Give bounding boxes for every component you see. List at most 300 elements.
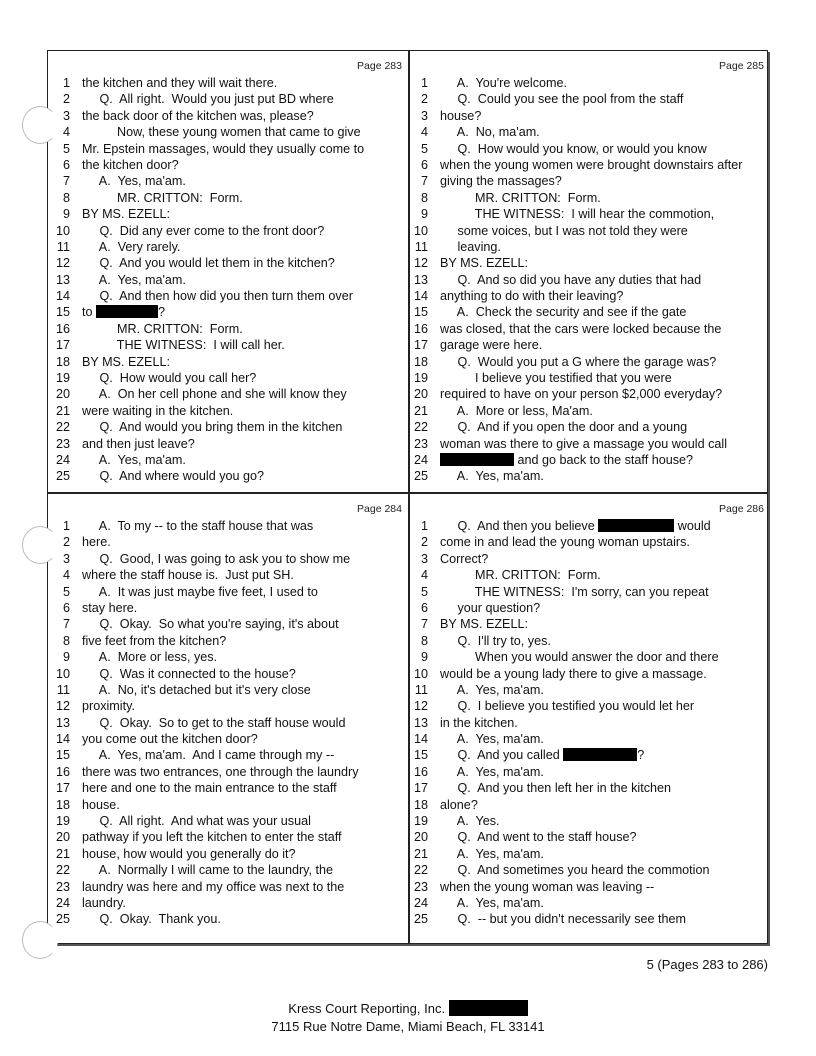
- line-text: [440, 321, 721, 337]
- transcript-line: [410, 452, 768, 468]
- transcript-line: [410, 141, 768, 157]
- line-number: 23: [413, 436, 428, 451]
- line-text: [82, 534, 111, 550]
- line-text: [82, 600, 137, 616]
- line-text: [440, 304, 686, 320]
- text-segment: A. Yes, ma'am.: [82, 272, 186, 287]
- line-text: [82, 846, 296, 862]
- line-text: [440, 534, 690, 550]
- line-text: [82, 551, 350, 567]
- punch-hole-mark: [22, 921, 58, 959]
- line-number: 20: [55, 830, 70, 845]
- text-segment: Mr. Epstein massages, would they usually come to: [82, 141, 365, 156]
- transcript-line: [410, 715, 768, 731]
- transcript-line: [48, 239, 406, 255]
- text-segment: there was two entrances, one through the laundry: [82, 764, 359, 779]
- text-segment: Q. Did any ever come to the front door?: [82, 223, 325, 238]
- transcript-line: [410, 190, 768, 206]
- line-number: 1: [62, 76, 70, 90]
- text-segment: THE WITNESS: I will hear the commotion,: [440, 207, 715, 222]
- text-segment: A. More or less, yes.: [82, 650, 218, 665]
- transcript-line: [410, 846, 768, 862]
- transcript-line: [48, 337, 406, 353]
- line-text: [82, 419, 342, 435]
- line-text: [82, 141, 364, 157]
- line-number: 16: [55, 321, 70, 336]
- line-text: [82, 911, 221, 927]
- transcript-line: [410, 272, 768, 288]
- transcript-line: [48, 633, 406, 649]
- transcript-line: [410, 255, 768, 271]
- line-number: 7: [62, 617, 70, 632]
- line-number: 17: [55, 338, 70, 353]
- line-number: 14: [413, 732, 428, 747]
- line-text: [82, 616, 339, 632]
- redaction-box: [563, 748, 637, 761]
- text-segment: when the young woman was leaving --: [440, 879, 655, 894]
- text-segment: A. Very rarely.: [82, 239, 181, 254]
- line-number: 24: [413, 452, 428, 467]
- transcript-line: [410, 534, 768, 550]
- line-number: 12: [55, 256, 70, 271]
- line-number: 12: [55, 699, 70, 714]
- transcript-line: [48, 895, 406, 911]
- transcript-line: [410, 75, 768, 91]
- transcript-line: [410, 551, 768, 567]
- text-segment: Q. Okay. So what you're saying, it's about: [82, 617, 339, 632]
- line-text: [440, 879, 654, 895]
- text-segment: were waiting in the kitchen.: [82, 403, 234, 418]
- line-text: [440, 386, 722, 402]
- text-segment: garage were here.: [440, 338, 543, 353]
- line-number: 4: [420, 125, 428, 140]
- text-segment: Q. Good, I was going to ask you to show me: [82, 551, 351, 566]
- line-number: 11: [414, 682, 428, 697]
- transcript-line: [48, 780, 406, 796]
- transcript-line: [48, 157, 406, 173]
- transcript-line: [48, 370, 406, 386]
- line-number: 13: [55, 715, 70, 730]
- text-segment: Q. And would you bring them in the kitchen: [82, 420, 343, 435]
- transcript-line: [410, 124, 768, 140]
- page-number-label: Page 283: [357, 60, 402, 72]
- transcript-line: [410, 616, 768, 632]
- text-segment: A. To my -- to the staff house that was: [82, 519, 314, 533]
- line-number: 9: [62, 207, 70, 222]
- transcript-line: [48, 206, 406, 222]
- line-text: [440, 255, 528, 271]
- line-number: 1: [62, 519, 70, 533]
- transcript-line: [410, 567, 768, 583]
- line-text: [82, 223, 324, 239]
- line-text: [440, 452, 693, 468]
- line-number: 11: [56, 682, 70, 697]
- line-text: [82, 780, 337, 796]
- page-number-label: Page 285: [719, 60, 764, 72]
- text-segment: A. No, ma'am.: [440, 125, 540, 140]
- line-text: [440, 829, 637, 845]
- line-number: 25: [413, 469, 428, 484]
- transcript-line: [48, 649, 406, 665]
- transcript-line: [410, 829, 768, 845]
- text-segment: leaving.: [440, 239, 501, 254]
- text-segment: Q. How would you call her?: [82, 371, 257, 386]
- line-text: [440, 551, 488, 567]
- text-segment: THE WITNESS: I'm sorry, can you repeat: [440, 584, 709, 599]
- line-text: [440, 173, 562, 189]
- transcript-line: [48, 731, 406, 747]
- line-text: [82, 633, 226, 649]
- text-segment: A. You're welcome.: [440, 76, 568, 90]
- transcript-line: [48, 288, 406, 304]
- line-number: 11: [414, 239, 428, 254]
- line-text: [82, 239, 180, 255]
- line-number: 3: [420, 551, 428, 566]
- transcript-line: [48, 386, 406, 402]
- transcript-line: [48, 91, 406, 107]
- line-number: 2: [62, 535, 70, 550]
- line-text: [440, 715, 518, 731]
- line-number: 17: [413, 781, 428, 796]
- transcript-line: [410, 337, 768, 353]
- line-number: 13: [413, 715, 428, 730]
- text-segment: MR. CRITTON: Form.: [440, 568, 601, 583]
- line-text: [82, 698, 135, 714]
- line-number: 9: [420, 650, 428, 665]
- line-text: [82, 862, 333, 878]
- line-text: [82, 879, 344, 895]
- transcript-line: [48, 747, 406, 763]
- line-number: 10: [413, 666, 428, 681]
- line-text: [440, 223, 688, 239]
- line-text: [440, 157, 742, 173]
- line-text: [82, 682, 311, 698]
- line-text: [82, 567, 294, 583]
- line-text: [440, 108, 481, 124]
- line-text: [82, 436, 195, 452]
- transcript-page: [48, 494, 406, 934]
- line-number: 20: [413, 387, 428, 402]
- line-text: [440, 666, 707, 682]
- transcript-line: [410, 731, 768, 747]
- text-segment: Q. All right. Would you just put BD where: [82, 92, 334, 107]
- text-segment: Q. -- but you didn't necessarily see them: [440, 912, 686, 927]
- line-text: [440, 272, 701, 288]
- transcript-line: [48, 879, 406, 895]
- transcript-sheet: [47, 50, 768, 944]
- line-number: 22: [413, 420, 428, 435]
- line-number: 8: [420, 190, 428, 205]
- transcript-line: [410, 813, 768, 829]
- transcript-line: [410, 764, 768, 780]
- line-text: [440, 567, 601, 583]
- transcript-line: [410, 386, 768, 402]
- line-text: [82, 813, 311, 829]
- transcript-line: [48, 304, 406, 320]
- text-segment: in the kitchen.: [440, 715, 518, 730]
- line-number: 16: [413, 321, 428, 336]
- text-segment: Q. How would you know, or would you know: [440, 141, 707, 156]
- line-text: [440, 616, 528, 632]
- line-number: 21: [55, 403, 70, 418]
- line-number: 7: [420, 174, 428, 189]
- line-number: 6: [62, 600, 70, 615]
- transcript-line: [48, 452, 406, 468]
- text-segment: A. More or less, Ma'am.: [440, 403, 593, 418]
- transcript-line: [410, 223, 768, 239]
- line-number: 24: [55, 895, 70, 910]
- transcript-page: [410, 494, 768, 934]
- line-number: 3: [62, 551, 70, 566]
- line-text: [440, 813, 500, 829]
- text-segment: here.: [82, 535, 111, 550]
- line-number: 4: [420, 568, 428, 583]
- transcript-line: [48, 223, 406, 239]
- line-text: [440, 584, 709, 600]
- text-segment: Q. And you then left her in the kitchen: [440, 781, 672, 796]
- transcript-line: [48, 862, 406, 878]
- text-segment: Q. Okay. So to get to the staff house would: [82, 715, 346, 730]
- text-segment: your question?: [440, 600, 541, 615]
- line-text: [82, 272, 186, 288]
- transcript-line: [410, 911, 768, 927]
- transcript-line: [410, 780, 768, 796]
- line-text: [440, 91, 683, 107]
- line-number: 25: [55, 469, 70, 484]
- text-segment: five feet from the kitchen?: [82, 633, 227, 648]
- line-text: [440, 731, 544, 747]
- transcript-line: [48, 666, 406, 682]
- transcript-line: [410, 895, 768, 911]
- transcript-line: [48, 698, 406, 714]
- text-segment: A. Yes, ma'am.: [440, 469, 544, 484]
- text-segment: Q. I'll try to, yes.: [440, 633, 551, 648]
- line-number: 9: [420, 207, 428, 222]
- line-number: 16: [55, 764, 70, 779]
- text-segment: Q. And sometimes you heard the commotion: [440, 863, 710, 878]
- transcript-line: [48, 255, 406, 271]
- text-segment: Q. And so did you have any duties that had: [440, 272, 702, 287]
- text-segment: alone?: [440, 797, 478, 812]
- transcript-lines: [410, 75, 768, 485]
- line-text: [440, 862, 710, 878]
- line-number: 2: [420, 535, 428, 550]
- line-number: 19: [413, 371, 428, 386]
- text-segment: stay here.: [82, 600, 138, 615]
- line-text: [82, 75, 277, 91]
- transcript-line: [48, 567, 406, 583]
- transcript-line: [48, 272, 406, 288]
- text-segment: A. Yes, ma'am.: [82, 452, 186, 467]
- text-segment: A. Normally I will came to the laundry, the: [82, 863, 334, 878]
- line-number: 20: [55, 387, 70, 402]
- line-text: [82, 157, 179, 173]
- line-number: 18: [55, 797, 70, 812]
- line-text: [82, 468, 264, 484]
- transcript-line: [48, 124, 406, 140]
- line-number: 12: [413, 256, 428, 271]
- text-segment: required to have on your person $2,000 everyday?: [440, 387, 723, 402]
- transcript-line: [48, 468, 406, 484]
- text-segment: some voices, but I was not told they were: [440, 223, 688, 238]
- line-number: 10: [55, 666, 70, 681]
- line-text: [82, 337, 285, 353]
- line-text: [82, 206, 170, 222]
- line-number: 14: [55, 289, 70, 304]
- text-segment: A. Yes, ma'am.: [82, 174, 186, 189]
- text-segment: woman was there to give a massage you would call: [440, 436, 728, 451]
- line-text: [440, 649, 719, 665]
- line-text: [82, 403, 233, 419]
- transcript-line: [48, 846, 406, 862]
- text-segment: would: [674, 519, 711, 533]
- transcript-line: [410, 321, 768, 337]
- line-text: [440, 780, 671, 796]
- transcript-line: [48, 436, 406, 452]
- transcript-page: [410, 51, 768, 491]
- transcript-lines: [410, 518, 768, 928]
- line-number: 2: [62, 92, 70, 107]
- page-number-label: Page 286: [719, 503, 764, 515]
- line-number: 24: [55, 452, 70, 467]
- text-segment: when the young women were brought downstairs after: [440, 157, 743, 172]
- text-segment: A. Yes, ma'am.: [440, 764, 544, 779]
- text-segment: and go back to the staff house?: [514, 452, 694, 467]
- redaction-box: [96, 305, 158, 318]
- line-text: [440, 370, 672, 386]
- text-segment: Q. I believe you testified you would let her: [440, 699, 695, 714]
- transcript-line: [410, 797, 768, 813]
- line-number: 19: [55, 814, 70, 829]
- company-footer: [0, 1000, 816, 1036]
- text-segment: Q. And then how did you then turn them over: [82, 289, 353, 304]
- transcript-line: [48, 141, 406, 157]
- line-number: 2: [420, 92, 428, 107]
- text-segment: come in and lead the young woman upstairs.: [440, 535, 690, 550]
- line-text: [440, 354, 716, 370]
- line-number: 6: [62, 157, 70, 172]
- transcript-line: [410, 419, 768, 435]
- line-number: 22: [55, 863, 70, 878]
- transcript-line: [410, 436, 768, 452]
- line-number: 9: [62, 650, 70, 665]
- line-text: [440, 468, 544, 484]
- transcript-line: [48, 715, 406, 731]
- transcript-line: [48, 551, 406, 567]
- line-number: 13: [413, 272, 428, 287]
- transcript-line: [48, 911, 406, 927]
- transcript-line: [410, 666, 768, 682]
- line-number: 4: [62, 568, 70, 583]
- text-segment: I believe you testified that you were: [440, 371, 672, 386]
- transcript-line: [410, 354, 768, 370]
- text-segment: where the staff house is. Just put SH.: [82, 568, 294, 583]
- text-segment: Q. Okay. Thank you.: [82, 912, 221, 927]
- line-number: 11: [56, 239, 70, 254]
- line-text: [82, 797, 120, 813]
- text-segment: laundry.: [82, 895, 126, 910]
- line-text: [440, 141, 707, 157]
- line-number: 3: [62, 108, 70, 123]
- text-segment: Q. And you called: [440, 748, 564, 763]
- transcript-line: [48, 190, 406, 206]
- line-number: 15: [413, 748, 428, 763]
- transcript-line: [48, 829, 406, 845]
- line-number: 23: [55, 879, 70, 894]
- line-number: 23: [413, 879, 428, 894]
- line-number: 22: [55, 420, 70, 435]
- page-number-label: Page 284: [357, 503, 402, 515]
- transcript-line: [410, 173, 768, 189]
- line-text: [82, 731, 258, 747]
- transcript-line: [410, 518, 768, 534]
- text-segment: Q. And went to the staff house?: [440, 830, 637, 845]
- line-text: [440, 846, 544, 862]
- line-text: [440, 747, 644, 763]
- line-number: 19: [55, 371, 70, 386]
- text-segment: A. Yes, ma'am.: [440, 846, 544, 861]
- line-number: 8: [62, 190, 70, 205]
- transcript-line: [410, 682, 768, 698]
- transcript-line: [48, 419, 406, 435]
- line-number: 17: [413, 338, 428, 353]
- text-segment: was closed, that the cars were locked because the: [440, 321, 722, 336]
- transcript-line: [48, 797, 406, 813]
- line-number: 6: [420, 600, 428, 615]
- text-segment: A. It was just maybe five feet, I used to: [82, 584, 318, 599]
- transcript-line: [48, 173, 406, 189]
- text-segment: Q. Could you see the pool from the staff: [440, 92, 684, 107]
- transcript-line: [410, 288, 768, 304]
- line-text: [440, 633, 551, 649]
- text-segment: laundry was here and my office was next to the: [82, 879, 345, 894]
- line-text: [440, 911, 686, 927]
- text-segment: ?: [158, 305, 166, 320]
- line-text: [440, 436, 727, 452]
- transcript-line: [48, 534, 406, 550]
- text-segment: MR. CRITTON: Form.: [82, 321, 243, 336]
- text-segment: Q. And where would you go?: [82, 469, 265, 484]
- line-text: [82, 124, 361, 140]
- transcript-line: [410, 91, 768, 107]
- transcript-line: [48, 764, 406, 780]
- line-text: [440, 600, 540, 616]
- line-number: 16: [413, 764, 428, 779]
- text-segment: giving the massages?: [440, 174, 562, 189]
- transcript-line: [410, 468, 768, 484]
- text-segment: THE WITNESS: I will call her.: [82, 338, 285, 353]
- transcript-line: [48, 75, 406, 91]
- transcript-line: [48, 616, 406, 632]
- page-range-footer: 5 (Pages 283 to 286): [646, 957, 768, 972]
- line-text: [440, 75, 567, 91]
- text-segment: pathway if you left the kitchen to enter the staff: [82, 830, 342, 845]
- text-segment: Q. Was it connected to the house?: [82, 666, 296, 681]
- transcript-line: [48, 354, 406, 370]
- line-text: [440, 764, 544, 780]
- text-segment: MR. CRITTON: Form.: [82, 190, 243, 205]
- line-number: 23: [55, 436, 70, 451]
- punch-hole-mark: [22, 106, 58, 144]
- text-segment: the back door of the kitchen was, please?: [82, 108, 314, 123]
- company-name: Kress Court Reporting, Inc.: [288, 1001, 446, 1016]
- line-number: 14: [55, 732, 70, 747]
- line-number: 18: [413, 797, 428, 812]
- company-address: 7115 Rue Notre Dame, Miami Beach, FL 33141: [271, 1019, 545, 1034]
- line-text: [82, 173, 186, 189]
- text-segment: When you would answer the door and there: [440, 650, 719, 665]
- transcript-lines: [48, 518, 406, 928]
